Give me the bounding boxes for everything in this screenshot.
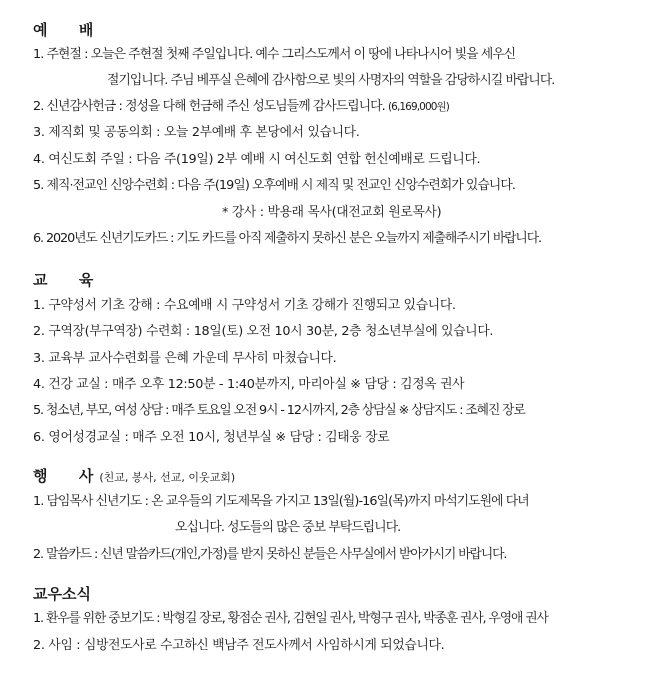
worship-item-2 — [33, 99, 449, 115]
news-heading — [33, 583, 91, 604]
worship-item-1: 1. 주현절 : 오늘은 주현절 첫째 주일입니다. 예수 그리스도께서 이 땅에 나타나시어 빛을 세우신 — [33, 47, 516, 62]
worship-item-5: 5. 제직·전교인 신앙수련회 : 다음 주(19일) 오후예배 시 제직 및 전교인 신앙수련회가 있습니다. — [33, 178, 516, 193]
worship-item-1-cont: 절기입니다. 주님 베푸실 은혜에 감사함으로 빛의 사명자의 역할을 감당하시길 바랍니다. — [107, 73, 555, 88]
worship-item-2-text: 2. 신년감사헌금 : 정성을 다해 헌금해 주신 성도님들께 감사드립니다. — [33, 99, 385, 114]
news-title: 교우소식 — [33, 585, 91, 603]
education-item-3: 3. 교육부 교사수련회를 은혜 가운데 무사히 마쳤습니다. — [33, 351, 337, 366]
worship-item-4: 4. 여신도회 주일 : 다음 주(19일) 2부 예배 시 여신도회 연합 헌신예배로 드립니다. — [33, 152, 481, 167]
education-item-1: 1. 구약성서 기초 강해 : 수요예배 시 구약성서 기초 강해가 진행되고 있습니다. — [33, 298, 456, 313]
worship-item-3: 3. 제직회 및 공동의회 : 오늘 2부예배 후 본당에서 있습니다. — [33, 125, 360, 140]
education-heading — [33, 269, 93, 290]
education-item-5: 5. 청소년, 부모, 여성 상담 : 매주 토요일 오전 9시 - 12시까지, 2층 상담실 ※ 상담지도 : 조혜진 장로 — [33, 403, 525, 418]
offering-amount: (6,169,000원) — [387, 101, 449, 113]
events-item-2: 2. 말씀카드 : 신년 말씀카드(개인,가정)를 받지 못하신 분들은 사무실에서 받아가시기 바랍니다. — [33, 547, 507, 562]
education-item-4: 4. 건강 교실 : 매주 오후 12:50분 - 1:40분까지, 마리아실 ※ 담당 : 김정옥 권사 — [33, 377, 465, 392]
events-item-1-cont: 오십니다. 성도들의 많은 중보 부탁드립니다. — [175, 520, 401, 535]
events-item-1: 1. 담임목사 신년기도 : 온 교우들의 기도제목을 가지고 13일(월)-16일(목)까지 마석기도원에 다녀 — [33, 494, 529, 509]
worship-item-5-speaker: * 강사 : 박용래 목사(대전교회 원로목사) — [222, 205, 442, 220]
events-subtitle: (친교, 봉사, 선교, 이웃교회) — [99, 471, 236, 484]
worship-item-6: 6. 2020년도 신년기도카드 : 기도 카드를 아직 제출하지 못하신 분은 오늘까지 제출해주시기 바랍니다. — [33, 231, 541, 246]
news-item-2: 2. 사임 : 심방전도사로 수고하신 백남주 전도사께서 사임하시게 되었습니다. — [33, 638, 445, 653]
events-title: 행 사 — [33, 467, 94, 485]
worship-title: 예 배 — [33, 21, 94, 39]
education-item-2: 2. 구역장(부구역장) 수련회 : 18일(토) 오전 10시 30분, 2층 청소년부실에 있습니다. — [33, 324, 494, 339]
events-heading — [33, 465, 235, 486]
education-title: 교 육 — [33, 271, 94, 289]
worship-heading — [33, 19, 93, 40]
news-item-1: 1. 환우를 위한 중보기도 : 박형길 장로, 황점순 권사, 김현일 권사, 박형구 권사, 박종훈 권사, 우영애 권사 — [33, 611, 548, 626]
education-item-6: 6. 영어성경교실 : 매주 오전 10시, 청년부실 ※ 담당 : 김태웅 장로 — [33, 430, 390, 445]
